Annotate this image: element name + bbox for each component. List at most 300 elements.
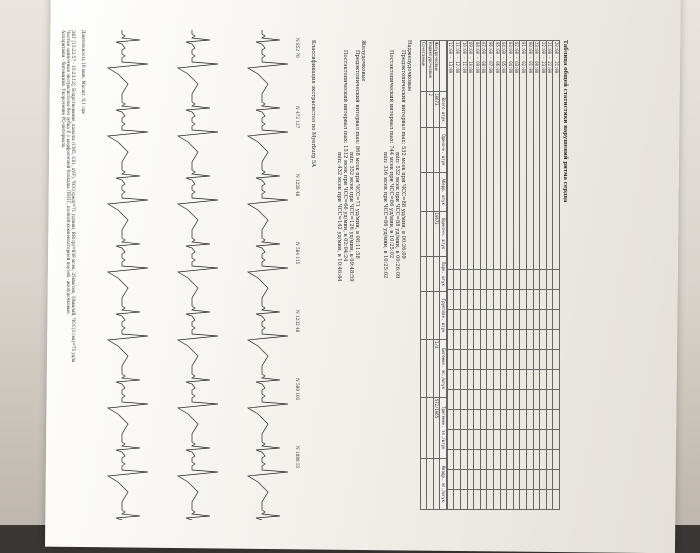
hourly-value-cell — [467, 269, 474, 289]
hourly-row — [480, 41, 487, 510]
summary-header: Парн. штук — [440, 256, 447, 292]
hourly-value-cell — [500, 349, 507, 369]
summary-header: Одиночн. штук — [440, 127, 447, 172]
hourly-value-cell — [527, 389, 534, 409]
hourly-value-cell — [494, 389, 501, 409]
ecg-beat-label: N 852 70 — [295, 38, 300, 58]
hourly-value-cell — [447, 449, 454, 469]
sv-line-2: min: 532 мсек при ЧСС=88 уд/мин, в 00:26:09 — [394, 152, 400, 279]
myerburg-classification: Классификация экстрасистол по Myerburg 5A — [310, 40, 316, 167]
hourly-row — [494, 41, 501, 510]
hourly-value-cell — [480, 309, 487, 329]
hourly-value-cell — [480, 409, 487, 429]
hourly-value-cell — [467, 289, 474, 309]
hourly-value-cell — [546, 329, 553, 349]
hourly-value-cell — [527, 309, 534, 329]
hourly-value-cell — [500, 429, 507, 449]
hourly-value-cell — [461, 389, 468, 409]
summary-cell — [433, 458, 440, 509]
hourly-value-cell — [480, 349, 487, 369]
hourly-value-cell — [527, 469, 534, 489]
hourly-value-cell — [513, 269, 520, 289]
caption-line-1: ЭКГ [15:22:57 - 15:23:12], Бодрствование, каналы (CM5, CS1, aVF), ЧСС(сред)=71 уд/мин, RR(ср)=839 мсек, 25мм/сек, 10мм/мВ, ЧСС(3 сек)=75 уд/м — [71, 30, 76, 363]
v-line-1: Предэктопический интервал max: 868 мсек при ЧСС=71 уд/мин, в 08:11:58 — [354, 50, 360, 259]
hourly-value-cell — [553, 449, 560, 469]
summary-row-label: Сочетанные — [420, 41, 427, 92]
summary-cell: 572/1065 — [433, 397, 440, 458]
ecg-beat-label: N 472 127 — [295, 106, 300, 129]
hourly-value-cell — [494, 449, 501, 469]
hourly-value-cell — [520, 269, 527, 289]
hourly-time-cell: 09:00 - 10:00 — [467, 41, 474, 270]
sv-line-4: min: 316 мсек при ЧСС=86 уд/мин, в 10:25:02 — [382, 152, 388, 279]
hourly-value-cell — [520, 289, 527, 309]
hourly-value-cell — [527, 289, 534, 309]
hourly-value-cell — [454, 469, 461, 489]
hourly-value-cell — [487, 429, 494, 449]
hourly-value-cell — [553, 349, 560, 369]
hourly-value-cell — [474, 329, 481, 349]
hourly-value-cell — [533, 389, 540, 409]
summary-header: Аберр. штук — [440, 172, 447, 211]
hourly-time-cell: 22:00 - 23:00 — [540, 41, 547, 270]
summary-cell: 10673 — [433, 92, 440, 128]
summary-header: Тригемин. эп./штук — [440, 397, 447, 458]
hourly-value-cell — [454, 409, 461, 429]
hourly-row — [513, 41, 520, 510]
hourly-row — [474, 41, 481, 510]
hourly-value-cell — [546, 349, 553, 369]
hourly-value-cell — [480, 369, 487, 389]
hourly-value-cell — [454, 309, 461, 329]
ecg-trace-line — [248, 30, 288, 520]
hourly-value-cell — [540, 409, 547, 429]
hourly-value-cell — [546, 269, 553, 289]
hourly-value-cell — [500, 409, 507, 429]
hourly-value-cell — [494, 489, 501, 509]
summary-row — [420, 41, 427, 510]
sv-line-3: Постэктопический интервал max: 744 мсек при ЧСС=86 уд/мин, в 10:25:02 — [388, 50, 394, 259]
summary-cell — [427, 127, 434, 172]
summary-row-label: Желудочковые — [433, 41, 440, 92]
hourly-value-cell — [480, 429, 487, 449]
hourly-value-cell — [454, 489, 461, 509]
hourly-value-cell — [467, 369, 474, 389]
hourly-value-cell — [513, 369, 520, 389]
hourly-value-cell — [487, 329, 494, 349]
sv-line-1: Предэктопический интервал max: 532 мсек при ЧСС=88 уд/мин, в 00:26:09 — [400, 50, 406, 259]
summary-cell — [427, 211, 434, 256]
hourly-value-cell — [454, 449, 461, 469]
hourly-value-cell — [474, 289, 481, 309]
summary-cell — [420, 127, 427, 172]
hourly-value-cell — [447, 309, 454, 329]
hourly-value-cell — [494, 329, 501, 349]
summary-cell — [420, 292, 427, 340]
hourly-value-cell — [527, 489, 534, 509]
hourly-value-cell — [527, 429, 534, 449]
hourly-value-cell — [467, 469, 474, 489]
hourly-value-cell — [480, 389, 487, 409]
hourly-value-cell — [461, 489, 468, 509]
hourly-value-cell — [520, 309, 527, 329]
hourly-value-cell — [467, 349, 474, 369]
hourly-value-cell — [513, 289, 520, 309]
hourly-value-cell — [513, 429, 520, 449]
hourly-value-cell — [546, 429, 553, 449]
summary-table — [420, 40, 447, 510]
hourly-value-cell — [520, 389, 527, 409]
hourly-value-cell — [540, 469, 547, 489]
hourly-value-cell — [500, 389, 507, 409]
summary-cell: 2 — [427, 92, 434, 128]
hourly-row — [447, 41, 454, 510]
hourly-time-cell: 08:00 - 09:00 — [474, 41, 481, 270]
main-table-title: Таблица общей статистики нарушений ритма сердца — [562, 40, 568, 203]
hourly-value-cell — [480, 469, 487, 489]
summary-cell — [420, 211, 427, 256]
ecg-caption — [61, 30, 76, 520]
hourly-value-cell — [494, 269, 501, 289]
hourly-value-cell — [500, 269, 507, 289]
hourly-value-cell — [461, 469, 468, 489]
hourly-value-cell — [553, 369, 560, 389]
hourly-value-cell — [487, 409, 494, 429]
hourly-value-cell — [467, 329, 474, 349]
hourly-value-cell — [480, 329, 487, 349]
hourly-time-cell: 01:00 - 02:00 — [520, 41, 527, 270]
ecg-beat-label: N 580 105 — [295, 378, 300, 401]
hourly-value-cell — [533, 489, 540, 509]
summary-cell: 1/4 — [433, 340, 440, 398]
hourly-value-cell — [533, 369, 540, 389]
summary-cell — [433, 127, 440, 172]
hourly-value-cell — [447, 369, 454, 389]
hourly-value-cell — [447, 389, 454, 409]
hourly-time-cell: 11:00 - 12:00 — [454, 41, 461, 270]
hourly-time-cell: 21:00 - 22:00 — [546, 41, 553, 270]
hourly-value-cell — [520, 409, 527, 429]
hourly-value-cell — [540, 349, 547, 369]
hourly-value-cell — [507, 449, 514, 469]
hourly-value-cell — [513, 469, 520, 489]
summary-cell — [433, 292, 440, 340]
v-line-4: min: 432 мсек при ЧСС=142 уд/мин, в 10:46:44 — [336, 152, 342, 282]
hourly-value-cell — [520, 329, 527, 349]
v-line-2: min: 352 мсек при ЧСС=126 уд/мин, в 09:48:59 — [348, 152, 354, 282]
hourly-value-cell — [507, 489, 514, 509]
hourly-row — [546, 41, 553, 510]
hourly-value-cell — [520, 469, 527, 489]
hourly-value-cell — [500, 329, 507, 349]
hourly-row — [500, 41, 507, 510]
ecg-traces — [82, 30, 292, 520]
hourly-value-cell — [513, 489, 520, 509]
hourly-value-cell — [527, 369, 534, 389]
summary-header: Квадр. эп./штук — [440, 458, 447, 509]
hourly-value-cell — [540, 369, 547, 389]
hourly-value-cell — [447, 409, 454, 429]
hourly-value-cell — [480, 489, 487, 509]
hourly-time-cell: 12:00 - 13:00 — [447, 41, 454, 270]
hourly-value-cell — [461, 349, 468, 369]
hourly-time-cell: 23:00 - 00:00 — [533, 41, 540, 270]
hourly-value-cell — [546, 389, 553, 409]
summary-header: Бигемин. эп./штук — [440, 340, 447, 398]
hourly-value-cell — [454, 269, 461, 289]
hourly-value-cell — [533, 429, 540, 449]
hourly-value-cell — [546, 369, 553, 389]
hourly-value-cell — [540, 309, 547, 329]
hourly-value-cell — [474, 349, 481, 369]
hourly-value-cell — [533, 469, 540, 489]
hourly-value-cell — [553, 469, 560, 489]
summary-header: Всего штук — [440, 92, 447, 128]
summary-cell — [420, 172, 427, 211]
hourly-value-cell — [533, 289, 540, 309]
summary-cell — [420, 340, 427, 398]
hourly-value-cell — [546, 309, 553, 329]
hourly-row — [540, 41, 547, 510]
hourly-value-cell — [553, 309, 560, 329]
hourly-value-cell — [467, 409, 474, 429]
hourly-row — [461, 41, 468, 510]
hourly-value-cell — [467, 489, 474, 509]
hourly-value-cell — [500, 309, 507, 329]
hourly-value-cell — [494, 289, 501, 309]
caption-line-2: Частые одиночные экстрасистолы без зубца P, с морфологией блокады ЛНПГ, полной компенсаторной паузой - желудочковые. — [66, 30, 71, 315]
ventricular-heading: Желудочковые — [360, 40, 366, 82]
hourly-value-cell — [454, 349, 461, 369]
hourly-value-cell — [527, 269, 534, 289]
hourly-value-cell — [540, 269, 547, 289]
hourly-value-cell — [487, 369, 494, 389]
hourly-value-cell — [454, 429, 461, 449]
hourly-value-cell — [461, 309, 468, 329]
hourly-value-cell — [527, 329, 534, 349]
hourly-value-cell — [513, 309, 520, 329]
hourly-value-cell — [494, 369, 501, 389]
hourly-value-cell — [507, 369, 514, 389]
hourly-value-cell — [553, 489, 560, 509]
hourly-value-cell — [546, 489, 553, 509]
hourly-value-cell — [513, 409, 520, 429]
hourly-time-cell: 00:00 - 01:00 — [527, 41, 534, 270]
hourly-value-cell — [553, 429, 560, 449]
hourly-value-cell — [507, 269, 514, 289]
hourly-value-cell — [487, 449, 494, 469]
hourly-value-cell — [553, 329, 560, 349]
hourly-value-cell — [461, 369, 468, 389]
hourly-value-cell — [487, 269, 494, 289]
hourly-value-cell — [513, 449, 520, 469]
hourly-value-cell — [480, 269, 487, 289]
summary-cell — [427, 256, 434, 292]
hourly-value-cell — [507, 329, 514, 349]
hourly-value-cell — [546, 449, 553, 469]
hourly-value-cell — [520, 489, 527, 509]
summary-cell — [427, 340, 434, 398]
hourly-value-cell — [540, 329, 547, 349]
hourly-value-cell — [474, 429, 481, 449]
hourly-value-cell — [513, 349, 520, 369]
hourly-value-cell — [487, 489, 494, 509]
hourly-value-cell — [461, 329, 468, 349]
hourly-value-cell — [494, 409, 501, 429]
hourly-value-cell — [500, 289, 507, 309]
hourly-value-cell — [527, 349, 534, 369]
hourly-time-cell: 20:00 - 21:00 — [553, 41, 560, 270]
hourly-value-cell — [467, 389, 474, 409]
supraventricular-block — [382, 40, 412, 278]
supraventricular-heading: Наджелудочковые — [406, 40, 412, 92]
hourly-value-cell — [546, 469, 553, 489]
hourly-value-cell — [474, 469, 481, 489]
hourly-value-cell — [540, 289, 547, 309]
hourly-value-cell — [487, 309, 494, 329]
hourly-value-cell — [546, 289, 553, 309]
hourly-value-cell — [507, 349, 514, 369]
summary-cell — [420, 397, 427, 458]
hourly-value-cell — [520, 429, 527, 449]
caption-line-3: Аллоритмия - бигеминия. Укорочение PQ-интервала. — [61, 30, 66, 149]
hourly-value-cell — [500, 449, 507, 469]
hourly-value-cell — [533, 269, 540, 289]
hourly-value-cell — [520, 349, 527, 369]
hourly-row — [467, 41, 474, 510]
hourly-value-cell — [527, 409, 534, 429]
hourly-value-cell — [507, 389, 514, 409]
summary-cell — [433, 256, 440, 292]
hourly-value-cell — [474, 449, 481, 469]
hourly-value-cell — [513, 389, 520, 409]
hourly-value-cell — [507, 289, 514, 309]
hourly-value-cell — [474, 269, 481, 289]
hourly-value-cell — [447, 329, 454, 349]
hourly-value-cell — [513, 329, 520, 349]
hourly-value-cell — [553, 269, 560, 289]
summary-cell — [420, 458, 427, 509]
summary-cell — [433, 172, 440, 211]
hourly-value-cell — [507, 309, 514, 329]
hourly-value-cell — [461, 409, 468, 429]
hourly-value-cell — [533, 349, 540, 369]
hourly-time-cell: 04:00 - 05:00 — [500, 41, 507, 270]
hourly-value-cell — [474, 309, 481, 329]
hourly-value-cell — [447, 269, 454, 289]
hourly-value-cell — [553, 409, 560, 429]
hourly-time-cell: 06:00 - 07:00 — [487, 41, 494, 270]
summary-cell — [427, 292, 434, 340]
hourly-row — [533, 41, 540, 510]
hourly-value-cell — [474, 409, 481, 429]
ecg-trace-line — [108, 30, 148, 520]
summary-cell — [427, 397, 434, 458]
hourly-value-cell — [461, 449, 468, 469]
summary-header: Групповн. штук — [440, 292, 447, 340]
hourly-value-cell — [494, 349, 501, 369]
hourly-value-cell — [447, 289, 454, 309]
hourly-time-cell: 10:00 - 11:00 — [461, 41, 468, 270]
hourly-value-cell — [454, 289, 461, 309]
ecg-beat-label: N 1088 55 — [295, 446, 300, 469]
hourly-value-cell — [540, 429, 547, 449]
rotated-content — [52, 0, 572, 525]
hourly-value-cell — [533, 409, 540, 429]
hourly-value-cell — [487, 389, 494, 409]
hourly-value-cell — [520, 449, 527, 469]
hourly-value-cell — [520, 369, 527, 389]
hourly-value-cell — [461, 269, 468, 289]
hourly-time-cell: 03:00 - 04:00 — [507, 41, 514, 270]
hourly-value-cell — [447, 349, 454, 369]
hourly-value-cell — [454, 369, 461, 389]
hourly-value-cell — [474, 389, 481, 409]
hourly-row — [527, 41, 534, 510]
hourly-value-cell — [487, 289, 494, 309]
summary-cell: 10671 — [433, 211, 440, 256]
hourly-value-cell — [500, 489, 507, 509]
summary-cell — [427, 172, 434, 211]
hourly-value-cell — [480, 289, 487, 309]
summary-cell — [420, 256, 427, 292]
hourly-value-cell — [533, 329, 540, 349]
hourly-value-cell — [533, 449, 540, 469]
hourly-table — [440, 40, 560, 510]
summary-row-label: Наджелудочковые — [427, 41, 434, 92]
ecg-beat-label: N 1232 48 — [295, 310, 300, 333]
hourly-value-cell — [474, 489, 481, 509]
hourly-row — [553, 41, 560, 510]
hourly-value-cell — [467, 429, 474, 449]
hourly-time-cell: 05:00 - 06:00 — [494, 41, 501, 270]
hourly-value-cell — [467, 309, 474, 329]
hourly-value-cell — [500, 469, 507, 489]
ecg-beat-label: N 584 115 — [295, 242, 300, 265]
hourly-value-cell — [494, 469, 501, 489]
hourly-value-cell — [447, 469, 454, 489]
summary-header-blank — [440, 41, 447, 92]
hourly-value-cell — [494, 309, 501, 329]
hourly-value-cell — [487, 469, 494, 489]
summary-cell — [427, 458, 434, 509]
summary-cell — [420, 92, 427, 128]
hourly-value-cell — [447, 489, 454, 509]
ecg-strip-area — [82, 30, 300, 520]
ecg-trace-line — [178, 30, 218, 520]
hourly-value-cell — [474, 369, 481, 389]
ecg-beat-label: N 1228 48 — [295, 174, 300, 197]
hourly-value-cell — [461, 289, 468, 309]
hourly-row — [520, 41, 527, 510]
hourly-row — [454, 41, 461, 510]
hourly-value-cell — [553, 389, 560, 409]
hourly-time-cell: 07:00 - 08:00 — [480, 41, 487, 270]
hourly-value-cell — [480, 449, 487, 469]
summary-row — [433, 41, 440, 510]
hourly-value-cell — [540, 389, 547, 409]
hourly-value-cell — [507, 409, 514, 429]
hourly-value-cell — [546, 409, 553, 429]
hourly-value-cell — [494, 429, 501, 449]
hourly-row — [507, 41, 514, 510]
hourly-row — [487, 41, 494, 510]
hourly-value-cell — [540, 489, 547, 509]
ecg-scale-note: Длительность 10 мин, Масшт. 0,1 сдв — [81, 30, 86, 114]
hourly-value-cell — [487, 349, 494, 369]
document-page — [52, 0, 572, 525]
hourly-value-cell — [533, 309, 540, 329]
